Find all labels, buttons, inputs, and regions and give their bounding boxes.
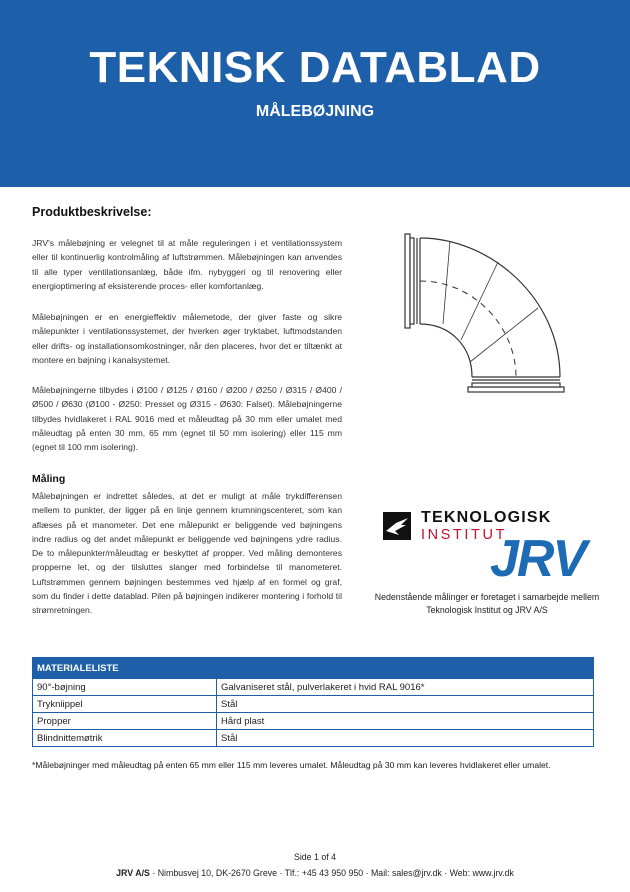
footer-contact: · Nimbusvej 10, DK-2670 Greve · Tlf.: +45 43 950 950 · Mail: sales@jrv.dk · Web: www.jrv.dk xyxy=(149,868,514,878)
table-row xyxy=(33,730,594,747)
measurement-paragraph: Målebøjningen er indrettet således, at det er muligt at måle trykdifferensen mellem to punkter, der ligger på en linje gennem krumningscenteret, som kan aflæses på et manometer. Det ene målepunkt er beliggende ved bøjningens indre radius og det andet målepunkt er beliggende ved bøjningens ydre radius. De to målepunkter/måleudtag er beskyttet af propper. Ved måling demonteres propperne let, og der tilsluttes slanger med forbindelse til manometeret. Luftstrømmen gennem bøjningen bestemmes ved hjælp af en formel og graf, som du finder i dette datablad. Pilen på bøjningen indikerer montering i forhold til strømretningen. xyxy=(32,491,342,616)
document-title: TEKNISK DATABLAD xyxy=(89,43,541,92)
material-value: Stål xyxy=(217,696,594,713)
product-paragraph-2: Målebøjningen er en energieffektiv målemetode, der giver faste og sikre målepunkter i ventilationssystemet, der hverken øger tryktabet, luftmodstanden eller drifts- og installationsomkostninger, når den placeres, hvor det er tiltænkt at montere en bøjning i kanalsystemet. xyxy=(32,312,342,365)
jrv-logo: JRV xyxy=(490,530,586,588)
table-row xyxy=(33,679,594,696)
product-paragraph-1: JRV's målebøjning er velegnet til at måle reguleringen i et ventilationssystem eller til kontinuerlig kontrolmåling af luftstrømmen. Målebøjningen kan anvendes til alle typer ventilationsanlæg, både ifm. nybyggeri og til renovering eller energioptimering af eksisterende proces- eller komfortanlæg. xyxy=(32,238,342,291)
measurement-heading: Måling xyxy=(32,473,66,485)
header-banner xyxy=(0,0,630,187)
material-list-heading: MATERIALELISTE xyxy=(33,658,594,679)
company-footer xyxy=(0,868,630,878)
product-description-heading: Produktbeskrivelse: xyxy=(32,205,152,219)
material-item: Trykniippel xyxy=(33,696,217,713)
material-value: Stål xyxy=(217,730,594,747)
material-item: Propper xyxy=(33,713,217,730)
page-number: Side 1 of 4 xyxy=(293,852,337,862)
material-item: Blindnittemøtrik xyxy=(33,730,217,747)
product-paragraph-3: Målebøjningerne tilbydes i Ø100 / Ø125 / Ø160 / Ø200 / Ø250 / Ø315 / Ø400 / Ø500 / Ø630 (Ø100 - Ø250: Presset og Ø315 - Ø630: Falset). Målebøjningerne tilbydes hvidlakeret i RAL 9016 med et måleudtag på 30 mm eller umalet med måleudtag på enten 30 mm, 65 mm (egnet til 50 mm isolering) eller 115 mm (egnet til 100 mm isolering). xyxy=(32,385,342,453)
ti-logo-line-1: TEKNOLOGISK xyxy=(421,509,552,526)
material-value: Galvaniseret stål, pulverlakeret i hvid RAL 9016* xyxy=(217,679,594,696)
material-list-table xyxy=(32,657,594,747)
measurement-caption: Nedenstående målinger er foretaget i samarbejde mellem Teknologisk Institut og JRV A/S xyxy=(374,592,600,615)
footer-company-name: JRV A/S xyxy=(116,868,150,878)
bird-logo-icon xyxy=(383,512,411,540)
bend-illustration xyxy=(395,228,585,403)
ti-logo-line-2: INSTITUT xyxy=(421,527,508,543)
table-footnote: *Målebøjninger med måleudtag på enten 65 mm eller 115 mm leveres umalet. Måleudtag på 30 mm kan leveres hvidlakeret eller umalet. xyxy=(32,760,551,770)
table-row xyxy=(33,696,594,713)
material-item: 90°-bøjning xyxy=(33,679,217,696)
table-row xyxy=(33,713,594,730)
material-value: Hård plast xyxy=(217,713,594,730)
document-subtitle: MÅLEBØJNING xyxy=(255,103,375,120)
